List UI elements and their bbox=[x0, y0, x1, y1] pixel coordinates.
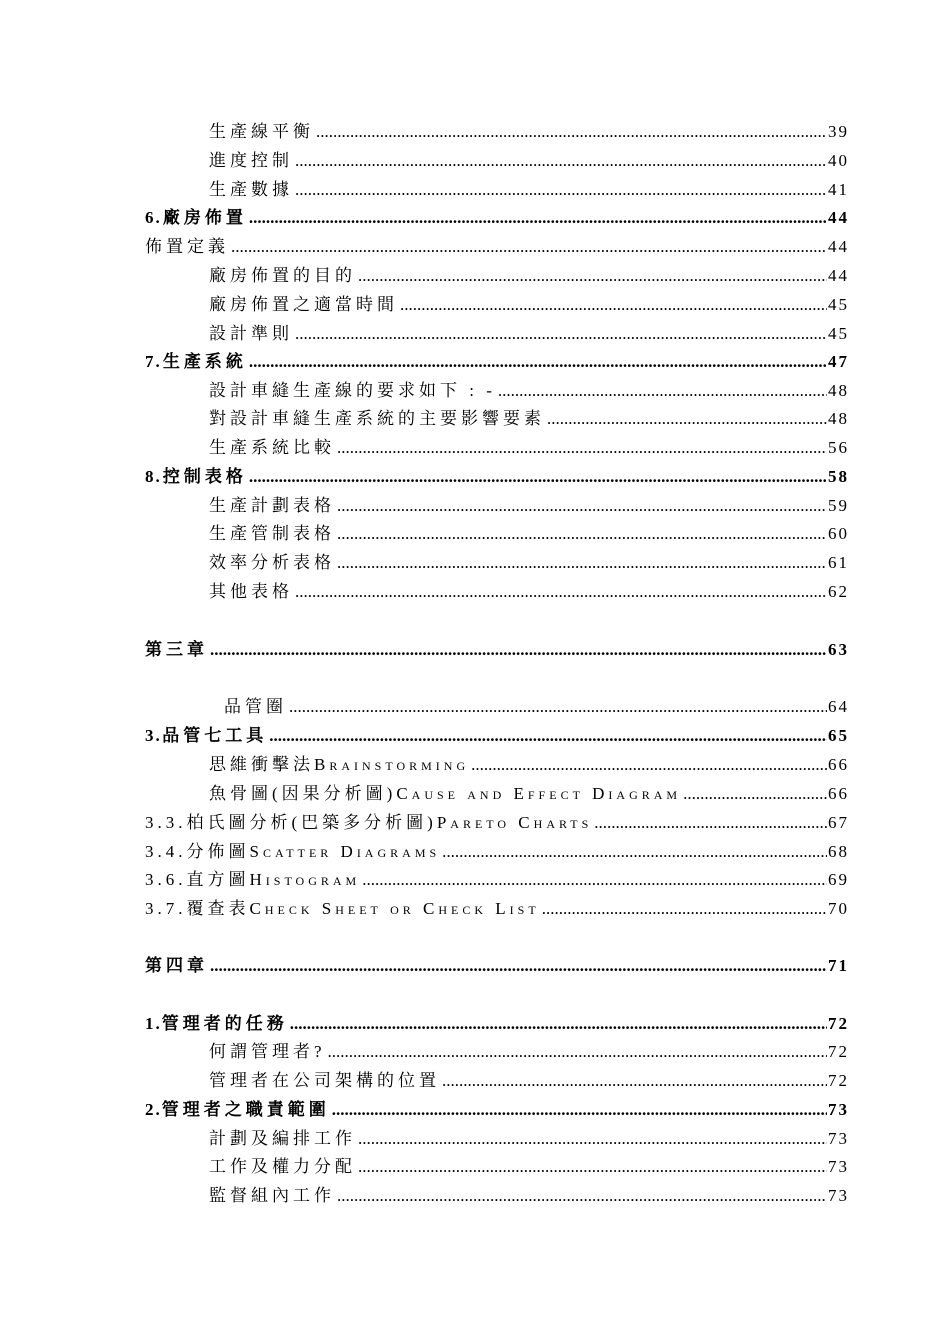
toc-number: 8. bbox=[145, 467, 162, 486]
toc-page: 64 bbox=[828, 697, 849, 716]
toc-title: 生產系統 bbox=[162, 352, 247, 371]
toc-page: 59 bbox=[828, 496, 849, 515]
toc-title bbox=[187, 897, 540, 921]
toc-section-entry[interactable] bbox=[0, 350, 950, 374]
toc-page: 72 bbox=[828, 1014, 849, 1033]
toc-leader bbox=[249, 465, 827, 489]
toc-leader bbox=[358, 1155, 827, 1179]
toc-title: 管理者之職責範圍 bbox=[161, 1100, 330, 1119]
toc-leader bbox=[337, 551, 827, 575]
toc-section-entry[interactable] bbox=[0, 1098, 950, 1122]
toc-leader bbox=[547, 407, 827, 431]
toc-section-entry[interactable] bbox=[0, 724, 950, 748]
toc-leader bbox=[442, 1069, 827, 1093]
toc-page: 58 bbox=[828, 467, 849, 486]
toc-page: 70 bbox=[828, 899, 849, 918]
toc-title: 廠房佈置的目的 bbox=[209, 266, 356, 285]
toc-title bbox=[209, 782, 681, 806]
toc-leader bbox=[337, 1184, 827, 1208]
toc-leader bbox=[337, 522, 827, 546]
toc-page: 68 bbox=[828, 842, 849, 861]
toc-leader bbox=[290, 1012, 827, 1036]
toc-entry[interactable] bbox=[0, 178, 950, 202]
toc-leader bbox=[358, 1127, 827, 1151]
toc-page: 47 bbox=[828, 352, 849, 371]
toc-title-zh: 覆查表 bbox=[186, 899, 250, 918]
toc-entry[interactable] bbox=[0, 1040, 950, 1064]
toc-entry[interactable] bbox=[0, 379, 950, 403]
toc-entry[interactable] bbox=[0, 494, 950, 518]
toc-entry[interactable] bbox=[0, 868, 950, 892]
toc-title: 廠房佈置 bbox=[162, 208, 247, 227]
toc-page: 69 bbox=[828, 870, 849, 889]
toc-title: 廠房佈置之適當時間 bbox=[209, 295, 398, 314]
toc-title-zh: 分佈圖 bbox=[186, 842, 250, 861]
toc-leader bbox=[337, 436, 827, 460]
toc-page: 44 bbox=[828, 237, 849, 256]
toc-title: 進度控制 bbox=[209, 151, 293, 170]
toc-title-zh: 魚骨圖(因果分析圖) bbox=[209, 784, 397, 803]
toc-page: 71 bbox=[828, 956, 849, 975]
toc-title: 對設計車縫生產系統的主要影響要素 bbox=[209, 409, 545, 428]
toc-entry[interactable] bbox=[0, 1155, 950, 1179]
toc-title: 其他表格 bbox=[209, 582, 293, 601]
toc-title: 計劃及編排工作 bbox=[209, 1129, 356, 1148]
toc-number: 3.3. bbox=[145, 813, 187, 832]
toc-title: 效率分析表格 bbox=[209, 553, 335, 572]
toc-page: 73 bbox=[828, 1157, 849, 1176]
toc-title: 設計準則 bbox=[209, 324, 293, 343]
toc-chapter-entry[interactable] bbox=[0, 954, 950, 978]
toc-entry[interactable] bbox=[0, 407, 950, 431]
toc-page: 65 bbox=[828, 726, 849, 745]
toc-entry[interactable] bbox=[0, 235, 950, 259]
toc-leader bbox=[295, 580, 827, 604]
toc-leader bbox=[400, 293, 827, 317]
toc-page: 41 bbox=[828, 180, 849, 199]
toc-title-en: Histogram bbox=[249, 870, 361, 889]
toc-entry[interactable] bbox=[0, 436, 950, 460]
toc-page: 44 bbox=[828, 208, 849, 227]
toc-page: 44 bbox=[828, 266, 849, 285]
toc-leader bbox=[442, 840, 827, 864]
toc-page: 72 bbox=[828, 1071, 849, 1090]
toc-leader bbox=[295, 178, 827, 202]
toc-leader bbox=[249, 206, 827, 230]
toc-title-zh: 柏氏圖分析(巴築多分析圖) bbox=[186, 813, 437, 832]
toc-entry[interactable] bbox=[0, 264, 950, 288]
toc-leader bbox=[210, 638, 827, 662]
toc-entry[interactable] bbox=[0, 580, 950, 604]
toc-title: 管理者在公司架構的位置 bbox=[209, 1071, 440, 1090]
toc-entry[interactable] bbox=[0, 149, 950, 173]
toc-leader bbox=[332, 1098, 827, 1122]
toc-entry[interactable] bbox=[0, 293, 950, 317]
toc-title-zh: 直方圖 bbox=[186, 870, 250, 889]
toc-entry[interactable] bbox=[0, 782, 950, 806]
toc-entry[interactable] bbox=[0, 811, 950, 835]
toc-title bbox=[209, 753, 469, 777]
toc-leader bbox=[337, 494, 827, 518]
toc-entry[interactable] bbox=[0, 522, 950, 546]
toc-leader bbox=[362, 868, 827, 892]
toc-title-en: Pareto Charts bbox=[436, 813, 593, 832]
toc-entry[interactable] bbox=[0, 1184, 950, 1208]
toc-title: 生產系統比較 bbox=[209, 438, 335, 457]
toc-title: 控制表格 bbox=[162, 467, 247, 486]
toc-title: 第三章 bbox=[145, 640, 208, 659]
toc-title-en: Scatter Diagrams bbox=[249, 842, 441, 861]
toc-page: 45 bbox=[828, 324, 849, 343]
toc-entry[interactable] bbox=[0, 753, 950, 777]
toc-page: 66 bbox=[828, 755, 849, 774]
toc-number: 3.6. bbox=[145, 870, 187, 889]
toc-title: 生產計劃表格 bbox=[209, 496, 335, 515]
toc-title: 生產管制表格 bbox=[209, 524, 335, 543]
toc-number: 3.4. bbox=[145, 842, 187, 861]
toc-entry[interactable] bbox=[0, 1069, 950, 1093]
toc-leader bbox=[295, 149, 827, 173]
toc-page: 72 bbox=[828, 1042, 849, 1061]
toc-number: 7. bbox=[145, 352, 162, 371]
toc-page: 48 bbox=[828, 381, 849, 400]
toc-page: 48 bbox=[828, 409, 849, 428]
toc-title: 第四章 bbox=[145, 956, 208, 975]
toc-title-en: Cause and Effect Diagram bbox=[396, 784, 682, 803]
toc-leader bbox=[542, 897, 827, 921]
toc-title: 佈置定義 bbox=[145, 237, 229, 256]
toc-page: 66 bbox=[828, 784, 849, 803]
toc-title-zh: 思維衝擊法 bbox=[209, 755, 314, 774]
toc-entry[interactable] bbox=[0, 551, 950, 575]
toc-leader bbox=[289, 695, 827, 719]
toc-chapter-entry[interactable] bbox=[0, 638, 950, 662]
toc-entry[interactable] bbox=[0, 897, 950, 921]
toc-number: 6. bbox=[145, 208, 162, 227]
toc-number: 1. bbox=[145, 1014, 162, 1033]
toc-page: 73 bbox=[828, 1100, 849, 1119]
toc-title: 品管圈 bbox=[224, 697, 287, 716]
toc-page: 60 bbox=[828, 524, 849, 543]
toc-leader bbox=[471, 753, 827, 777]
toc-title: 品管七工具 bbox=[162, 726, 268, 745]
toc-number: 3. bbox=[145, 726, 162, 745]
toc-title-en: Brainstorming bbox=[314, 755, 470, 774]
toc-leader bbox=[328, 1040, 827, 1064]
toc-page: 73 bbox=[828, 1129, 849, 1148]
toc-title bbox=[187, 868, 361, 892]
toc-leader bbox=[594, 811, 827, 835]
toc-title: 管理者的任務 bbox=[161, 1014, 288, 1033]
toc-entry[interactable] bbox=[0, 120, 950, 144]
toc-section-entry[interactable] bbox=[0, 206, 950, 230]
toc-entry[interactable] bbox=[0, 1127, 950, 1151]
toc-number: 3.7. bbox=[145, 899, 187, 918]
toc-leader bbox=[231, 235, 827, 259]
toc-leader bbox=[358, 264, 827, 288]
toc-leader bbox=[316, 120, 827, 144]
toc-title-en: Check Sheet or Check List bbox=[249, 899, 540, 918]
toc-title: 生產線平衡 bbox=[209, 122, 314, 141]
toc-page: 73 bbox=[828, 1186, 849, 1205]
toc-page: 63 bbox=[828, 640, 849, 659]
toc-title: 何謂管理者? bbox=[209, 1042, 326, 1061]
toc-leader bbox=[210, 954, 827, 978]
toc-title bbox=[187, 840, 441, 864]
toc-page: 39 bbox=[828, 122, 849, 141]
toc-leader bbox=[249, 350, 827, 374]
toc-title: 工作及權力分配 bbox=[209, 1157, 356, 1176]
toc-number: 2. bbox=[145, 1100, 162, 1119]
toc-section-entry[interactable] bbox=[0, 465, 950, 489]
toc-entry[interactable] bbox=[0, 322, 950, 346]
toc-page: 62 bbox=[828, 582, 849, 601]
toc-entry[interactable] bbox=[0, 840, 950, 864]
toc-entry[interactable] bbox=[0, 695, 950, 719]
toc-page: 45 bbox=[828, 295, 849, 314]
toc-page: 40 bbox=[828, 151, 849, 170]
toc-leader bbox=[683, 782, 827, 806]
toc-section-entry[interactable] bbox=[0, 1012, 950, 1036]
toc-title: 生產數據 bbox=[209, 180, 293, 199]
toc-leader bbox=[498, 379, 827, 403]
toc-page: 56 bbox=[828, 438, 849, 457]
toc-page: 61 bbox=[828, 553, 849, 572]
toc-page: 67 bbox=[828, 813, 849, 832]
toc-title: 設計車縫生產線的要求如下 : - bbox=[209, 381, 496, 400]
toc-title bbox=[187, 811, 593, 835]
toc-leader bbox=[295, 322, 827, 346]
toc-leader bbox=[269, 724, 827, 748]
toc-title: 監督組內工作 bbox=[209, 1186, 335, 1205]
